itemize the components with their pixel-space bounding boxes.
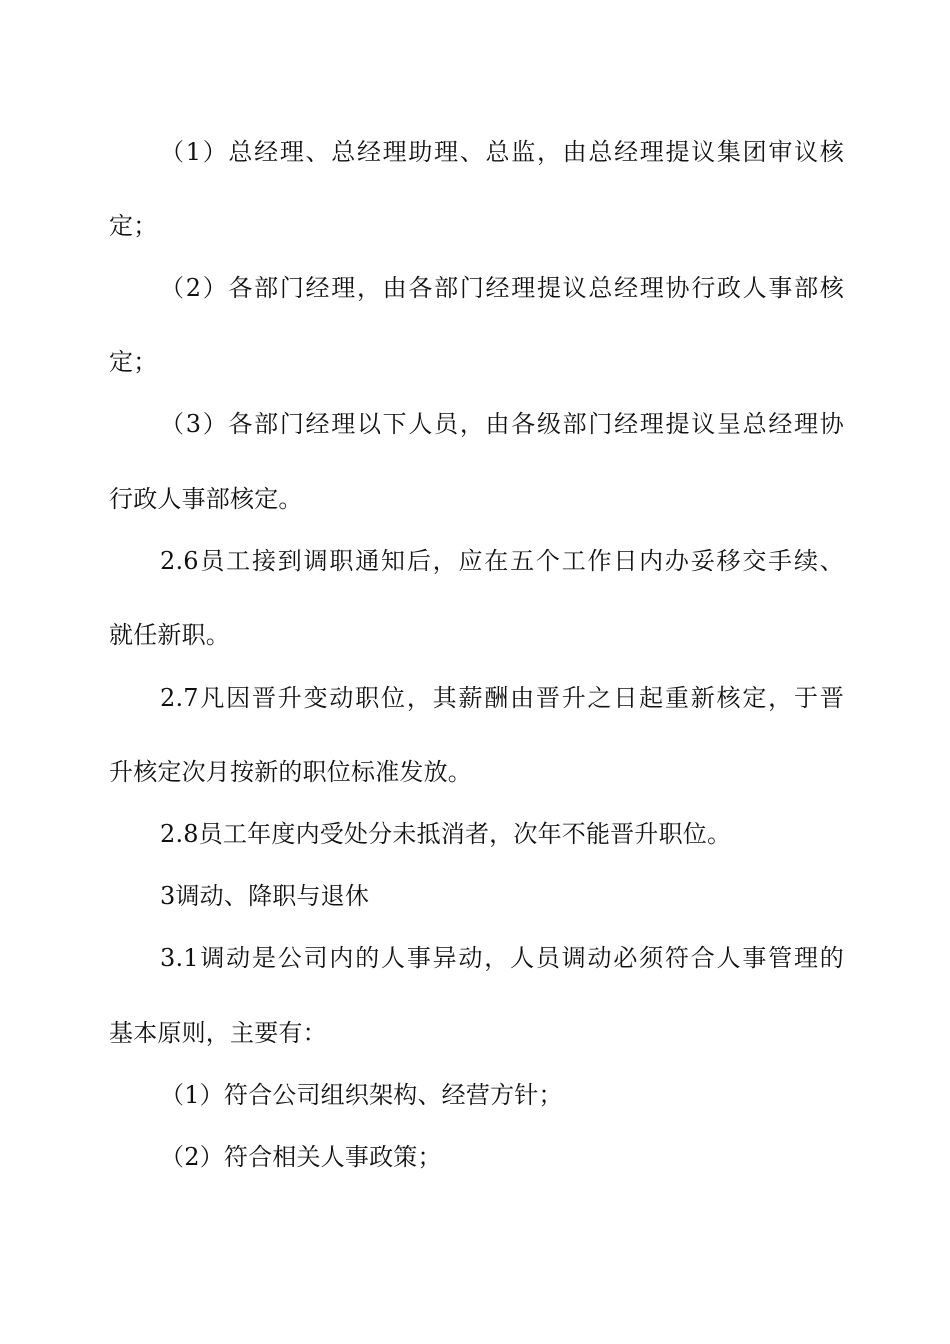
paragraph-line: （2）符合相关人事政策； — [160, 1143, 442, 1171]
paragraph-line: （1）符合公司组织架构、经营方针； — [160, 1081, 563, 1109]
paragraph-line: 升核定次月按新的职位标准发放。 — [109, 758, 472, 786]
paragraph-line: （3）各部门经理以下人员，由各级部门经理提议呈总经理协 — [160, 410, 844, 438]
paragraph-line: 2.8员工年度内受处分未抵消者，次年不能晋升职位。 — [160, 820, 732, 848]
paragraph-line: （1）总经理、总经理助理、总监，由总经理提议集团审议核 — [160, 138, 844, 166]
paragraph-line: 定； — [109, 348, 158, 376]
section-heading: 3调动、降职与退休 — [160, 882, 370, 910]
paragraph-line: 行政人事部核定。 — [109, 485, 303, 513]
paragraph-line: 3.1调动是公司内的人事异动，人员调动必须符合人事管理的 — [160, 944, 844, 972]
paragraph-line: 就任新职。 — [109, 621, 230, 649]
paragraph-line: （2）各部门经理，由各部门经理提议总经理协行政人事部核 — [160, 274, 844, 302]
paragraph-line: 基本原则，主要有： — [109, 1019, 327, 1047]
paragraph-line: 定； — [109, 212, 158, 240]
paragraph-line: 2.7凡因晋升变动职位，其薪酬由晋升之日起重新核定，于晋 — [160, 684, 844, 712]
paragraph-line: 2.6员工接到调职通知后，应在五个工作日内办妥移交手续、 — [160, 547, 844, 575]
